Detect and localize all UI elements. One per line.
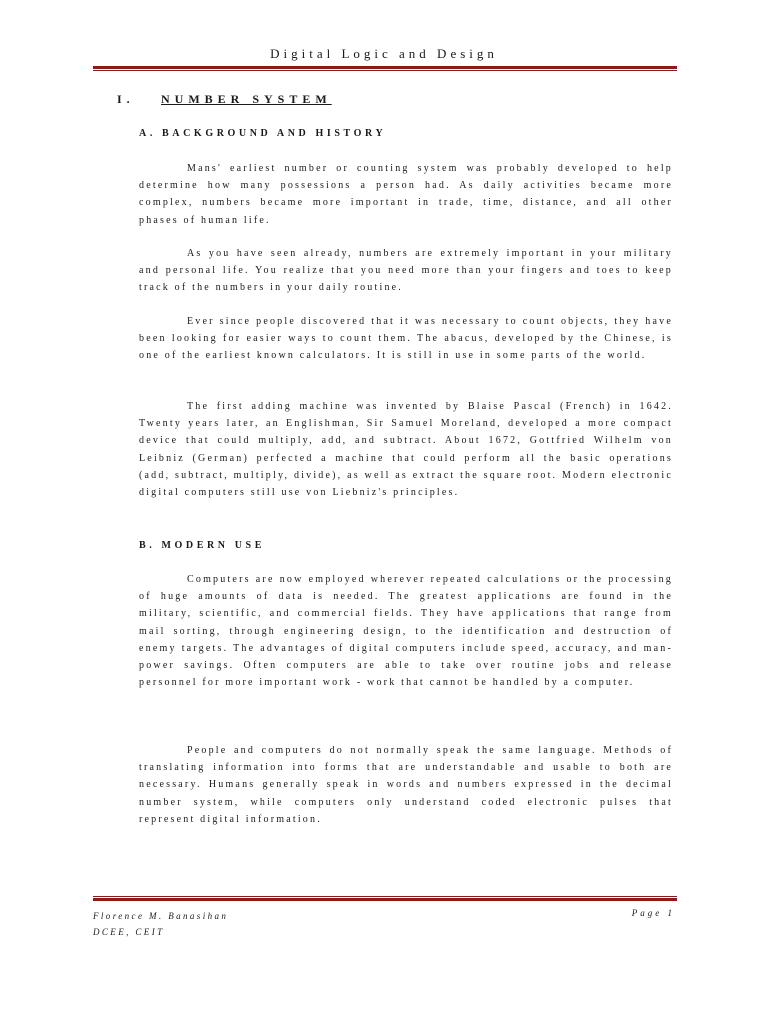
paragraph-a4: The first adding machine was invented by Blaise Pascal (French) in 1642. Twenty years later, an Englishman, Sir Samuel Moreland, developed a more compact device that could multiply, add, and subtract. About 1672, Gottfried Wilhelm von Leibniz (German) perfected a machine that could perform all the basic operations (add, subtract, multiply, divide), as well as extract the square root. Modern electronic digital computers still use von Liebniz's principles. bbox=[139, 401, 673, 499]
subsection-b-heading: B. MODERN USE bbox=[139, 540, 265, 551]
paragraph-a3: Ever since people discovered that it was necessary to count objects, they have been looking for easier ways to count them. The abacus, developed by the Chinese, is one of the earliest known calculators. It is still in use in some parts of the world. bbox=[139, 316, 673, 362]
running-header-title: Digital Logic and Design bbox=[270, 46, 498, 61]
header-rule bbox=[93, 66, 677, 71]
section-heading bbox=[117, 92, 332, 107]
paragraph-b1: Computers are now employed wherever repeated calculations or the processing of huge amounts of data is needed. The greatest applications are found in the military, scientific, and commercial fields. They have applications that range from mail sorting, through engineering design, to the identification and destruction of enemy targets. The advantages of digital computers include speed, accuracy, and man-power savings. Often computers are able to take over routine jobs and release personnel for more important work - work that cannot be handled by a computer. bbox=[139, 574, 673, 689]
section-number: I. bbox=[117, 92, 135, 106]
paragraph-a2: As you have seen already, numbers are extremely important in your military and personal life. You realize that you need more than your fingers and toes to keep track of the numbers in your daily routine. bbox=[139, 248, 673, 294]
paragraph-b2: People and computers do not normally speak the same language. Methods of translating information into forms that are understandable and usable to both are necessary. Humans generally speak in words and numbers expressed in the decimal number system, while computers only understand coded electronic pulses that represent digital information. bbox=[139, 745, 673, 825]
subsection-a-heading: A. BACKGROUND AND HISTORY bbox=[139, 128, 387, 139]
footer-left bbox=[93, 908, 228, 940]
footer-page-number: Page 1 bbox=[631, 908, 675, 918]
section-title: NUMBER SYSTEM bbox=[161, 92, 332, 106]
paragraph-a1: Mans' earliest number or counting system was probably developed to help determine how many possessions a person had. As daily activities became more complex, numbers became more important in trade, time, distance, and all other phases of human life. bbox=[139, 163, 673, 226]
footer-department: DCEE, CEIT bbox=[93, 927, 165, 937]
footer-author: Florence M. Banasihan bbox=[93, 911, 229, 921]
footer-rule bbox=[93, 896, 677, 901]
